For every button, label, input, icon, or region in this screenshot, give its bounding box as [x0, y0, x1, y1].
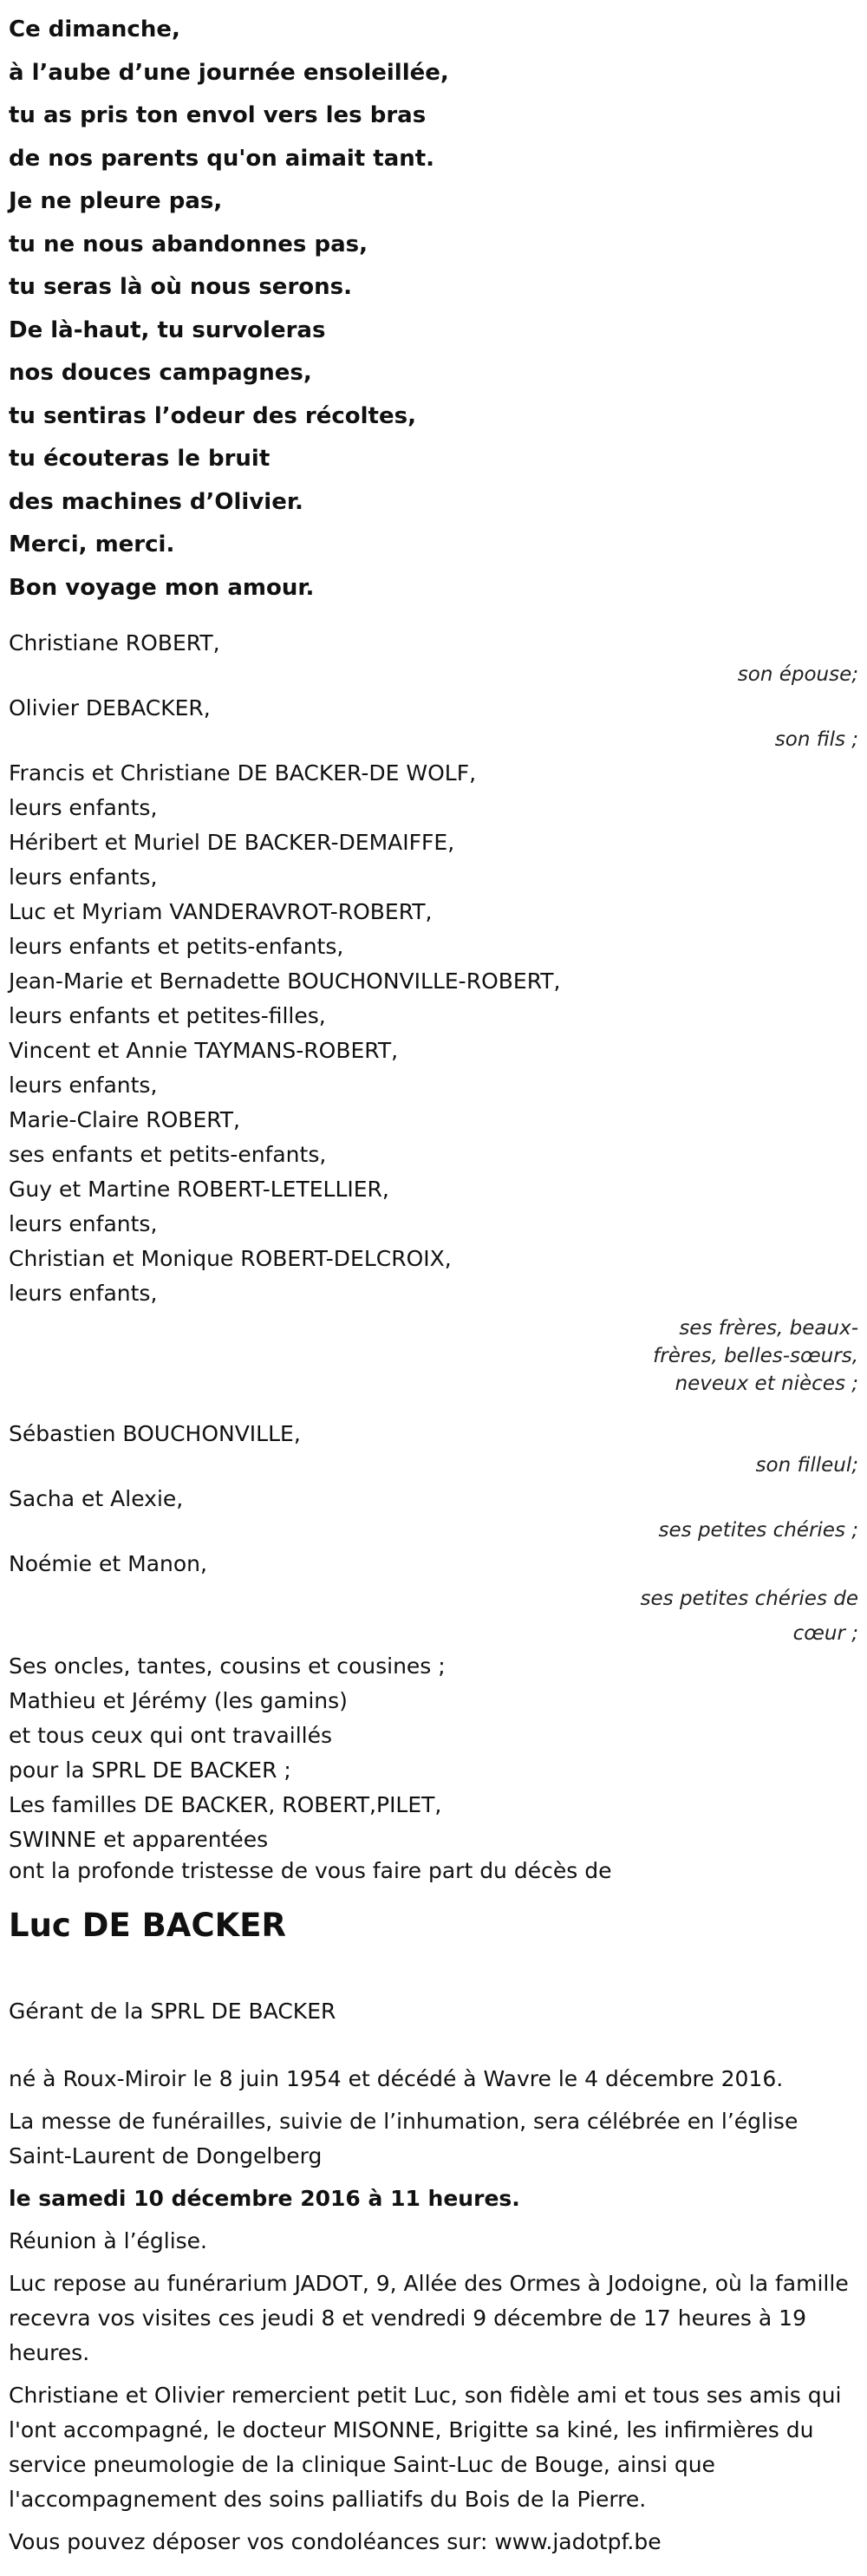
poem-line: tu as pris ton envol vers les bras [9, 102, 427, 128]
relation-label: ses petites chéries de cœur ; [640, 1588, 858, 1645]
family-names: leurs enfants, [9, 1073, 158, 1098]
family-names: Christiane ROBERT, [9, 630, 220, 655]
closing-line: Les familles DE BACKER, ROBERT,PILET, [9, 1792, 442, 1817]
closing-line: pour la SPRL DE BACKER ; [9, 1758, 291, 1783]
deceased-name: Luc DE BACKER [9, 1907, 287, 1944]
closing-list [9, 1649, 858, 1857]
family-names: leurs enfants et petites-filles, [9, 1003, 326, 1028]
poem [9, 9, 616, 610]
poem-line: à l’aube d’une journée ensoleillée, [9, 59, 449, 86]
poem-line: tu seras là où nous serons. [9, 274, 352, 300]
funeral-home-line: Luc repose au funérarium JADOT, 9, Allée des Ormes à Jodoigne, où la famille recevra vos visites ces jeudi 8 et vendredi 9 décembre de 17 heures à 19 heures. [9, 2271, 849, 2365]
poem-line: nos douces campagnes, [9, 360, 312, 386]
relation-label: son filleul; [755, 1454, 858, 1477]
family-entry [9, 1417, 858, 1479]
poem-line: tu écouteras le bruit [9, 446, 271, 472]
family-names: Luc et Myriam VANDERAVROT-ROBERT, [9, 899, 433, 924]
family-names: leurs enfants et petits-enfants, [9, 934, 344, 959]
family-entry [9, 1482, 858, 1544]
family-names: Guy et Martine ROBERT-LETELLIER, [9, 1177, 389, 1202]
poem-line: tu ne nous abandonnes pas, [9, 231, 368, 258]
closing-line: et tous ceux qui ont travaillés [9, 1723, 333, 1748]
condolences-line: Vous pouvez déposer vos condoléances sur: www.jadotpf.be [9, 2529, 662, 2554]
closing-line: Mathieu et Jérémy (les gamins) [9, 1688, 348, 1713]
poem-line: Je ne pleure pas, [9, 188, 223, 214]
family-entry [9, 626, 858, 688]
birth-death-line: né à Roux-Miroir le 8 juin 1954 et décédé à Wavre le 4 décembre 2016. [9, 2066, 784, 2091]
family-names: leurs enfants, [9, 1211, 158, 1236]
poem-line: Ce dimanche, [9, 16, 180, 42]
deceased-role: Gérant de la SPRL DE BACKER [9, 1999, 336, 2024]
closing-line: Ses oncles, tantes, cousins et cousines ; [9, 1653, 446, 1679]
family-names: ses enfants et petits-enfants, [9, 1142, 327, 1167]
family-names: Noémie et Manon, [9, 1551, 207, 1576]
poem-line: des machines d’Olivier. [9, 488, 303, 515]
relation-label: son fils ; [774, 728, 858, 751]
funeral-mass-line: La messe de funérailles, suivie de l’inhumation, sera célébrée en l’église Saint-Laurent de Dongelberg [9, 2109, 799, 2168]
family-names: Olivier DEBACKER, [9, 695, 211, 721]
family-entry [9, 691, 858, 753]
family-names: Francis et Christiane DE BACKER-DE WOLF, [9, 760, 477, 786]
family-names: Christian et Monique ROBERT-DELCROIX, [9, 1246, 452, 1271]
family-list [9, 626, 858, 1651]
meeting-line: Réunion à l’église. [9, 2228, 208, 2253]
relation-label: son épouse; [737, 663, 858, 686]
family-names: leurs enfants, [9, 1281, 158, 1306]
poem-line: De là-haut, tu survoleras [9, 316, 326, 343]
family-names: leurs enfants, [9, 795, 158, 820]
family-names: Vincent et Annie TAYMANS-ROBERT, [9, 1038, 399, 1063]
funeral-details [9, 2062, 863, 2567]
thanks-line: Christiane et Olivier remercient petit Luc, son fidèle ami et tous ses amis qui l'ont accompagné, le docteur MISONNE, Brigitte sa kiné, les infirmières du service pneumologie de la clinique Saint-Luc de Bouge, ainsi que l'accompagnement des soins palliatifs du Bois de la Pierre. [9, 2383, 842, 2512]
poem-line: tu sentiras l’odeur des récoltes, [9, 402, 416, 429]
family-names: Jean-Marie et Bernadette BOUCHONVILLE-ROBERT, [9, 968, 561, 994]
announcement-intro: ont la profonde tristesse de vous faire part du décès de [9, 1858, 612, 1883]
family-entry [9, 756, 858, 1398]
relation-label: ses petites chéries ; [658, 1519, 858, 1542]
poem-line: Bon voyage mon amour. [9, 574, 315, 601]
poem-line: de nos parents qu'on aimait tant. [9, 145, 435, 172]
family-names: Sacha et Alexie, [9, 1486, 184, 1511]
relation-label: ses frères, beaux-frères, belles-sœurs, neveux et nièces ; [653, 1317, 858, 1395]
family-names: leurs enfants, [9, 864, 158, 890]
family-entry [9, 1547, 858, 1651]
family-names: Sébastien BOUCHONVILLE, [9, 1421, 301, 1446]
closing-line: SWINNE et apparentées [9, 1827, 269, 1852]
family-names: Marie-Claire ROBERT, [9, 1107, 241, 1132]
family-names: Héribert et Muriel DE BACKER-DEMAIFFE, [9, 830, 455, 855]
poem-line: Merci, merci. [9, 532, 175, 558]
funeral-date-line: le samedi 10 décembre 2016 à 11 heures. [9, 2186, 520, 2211]
